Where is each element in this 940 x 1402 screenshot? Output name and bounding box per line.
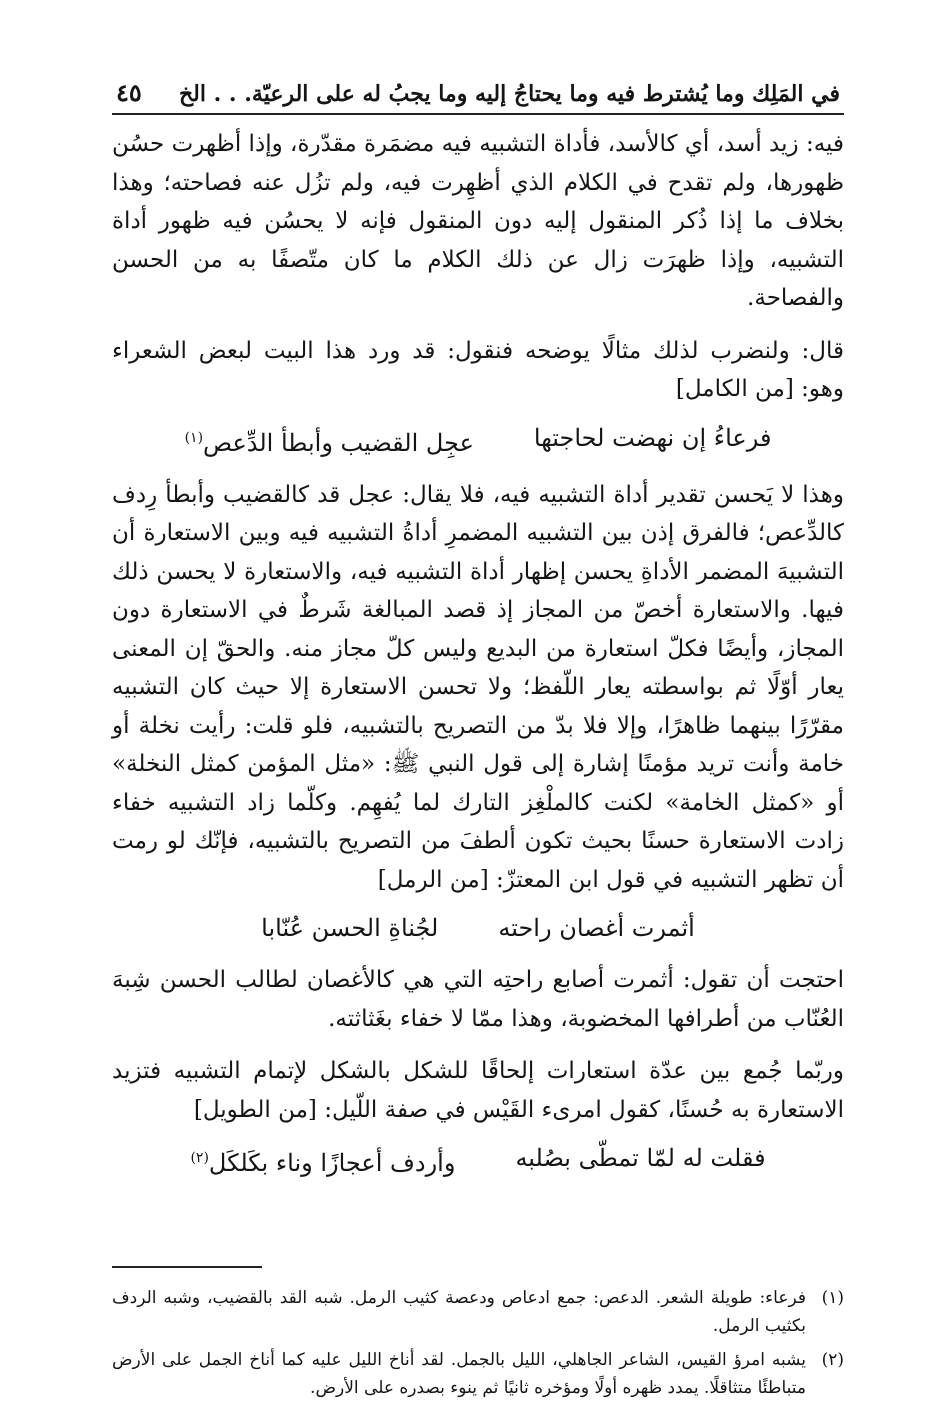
paragraph-1: فيه: زيد أسد، أي كالأسد، فأداة التشبيه فيه مضمَرة مقدّرة، وإذا أظهرت حسُن ظهورها، ولم تقدح في الكلام الذي أظهِرت فيه، ولم تزُل عنه فصاحته؛ وهذا بخلاف ما إذا ذُكر المنقول إليه دون المنقول فإنه لا يحسُن فيه ظهور أداة التشبيه، وإذا ظهرَت زال عن ذلك الكلام ما كان متّصفًا به من الحسن والفصاحة. xyxy=(112,131,844,311)
footnote-ref-2[interactable]: (٢) xyxy=(190,1150,209,1166)
verse-1 xyxy=(112,417,844,464)
footnote-2-text: يشبه امرؤ القيس، الشاعر الجاهلي، الليل بالجمل. لقد أناخ الليل عليه كما أناخ الجمل على الأرض متباطئًا متثاقلًا. يمدد ظهره أولًا ومؤخره ثانيًا ثم ينوء بصدره على الأرض. xyxy=(112,1350,806,1398)
footnote-2 xyxy=(112,1346,844,1402)
paragraph-2: قال: ولنضرب لذلك مثالًا يوضحه فنقول: قد ورد هذا البيت لبعض الشعراء وهو: [من الكامل] xyxy=(112,337,844,402)
footnote-divider xyxy=(112,1266,262,1268)
verse-1-second-hemistich xyxy=(185,417,474,464)
footnote-divider-wrap xyxy=(112,1196,844,1284)
main-text xyxy=(112,125,844,1184)
verse-2 xyxy=(112,907,844,949)
footnote-1 xyxy=(112,1284,844,1340)
verse-3-second-text: وأردف أعجازًا وناء بكَلكَل xyxy=(208,1149,456,1177)
paragraph-3: وهذا لا يَحسن تقدير أداة التشبيه فيه، فلا يقال: عجل قد كالقضيب وأبطأ رِدف كالدِّعص؛ فالفرق إذن بين التشبيه المضمرِ أداةُ التشبيه فيه وبين الاستعارة أن التشبيهَ المضمر الأداةِ يحسن إظهار أداة التشبيه فيه، والاستعارة لا يحسن ذلك فيها. والاستعارة أخصّ من المجاز إذ قصد المبالغة شَرطٌ في الاستعارة دون المجاز، وأيضًا فكلّ استعارة من البديع وليس كلّ مجاز منه. والحقّ إن المعنى يعار أوّلًا ثم بواسطته يعار اللّفظ؛ ولا تحسن الاستعارة إلا حيث كان التشبيه مقرّرًا بينهما ظاهرًا، وإلا فلا بدّ من التصريح بالتشبيه، فلو قلت: رأيت نخلة أو خامة وأنت تريد مؤمنًا إشارة إلى قول النبي ﷺ: «مثل المؤمن كمثل النخلة» أو «كمثل الخامة» لكنت كالملْغِز التارك لما يُفهِم. وكلّما زاد التشبيه خفاء زادت الاستعارة حسنًا بحيث تكون ألطفَ من التصريح بالتشبيه، فإنّك لو رمت أن تظهر التشبيه في قول ابن المعتزّ: [من الرمل] xyxy=(112,481,844,893)
paragraph-4: احتجت أن تقول: أثمرت أصابع راحتِه التي هي كالأغصان لطالب الحسن شِبهَ العُنّاب من أطرافها المخضوبة، وهذا ممّا لا خفاء بغَثاثته. xyxy=(112,967,844,1032)
footnote-1-text: فرعاء: طويلة الشعر. الدعص: جمع ادعاص ودعصة كثيب الرمل. شبه القد بالقضيب، وشبه الردف بكثيب الرمل. xyxy=(112,1288,806,1336)
verse-3 xyxy=(112,1137,844,1184)
footnote-ref-1[interactable]: (١) xyxy=(184,429,204,446)
page-number: ٤٥ xyxy=(116,78,142,107)
verse-3-second-hemistich xyxy=(190,1137,455,1184)
verse-1-second-text: عجِل القضيب وأبطأ الدِّعص xyxy=(203,428,474,457)
footnote-1-number: (١) xyxy=(821,1288,844,1308)
verse-2-second-hemistich: لجُناةِ الحسن عُنّابا xyxy=(261,914,439,942)
footnotes xyxy=(112,1284,844,1402)
footnote-2-number: (٢) xyxy=(821,1350,844,1370)
verse-1-first-hemistich: فرعاءُ إن نهضت لحاجتها xyxy=(533,423,772,452)
verse-3-first-hemistich: فقلت له لمّا تمطّى بصُلبه xyxy=(515,1144,766,1172)
verse-2-first-hemistich: أثمرت أغصان راحته xyxy=(498,914,695,942)
paragraph-5: وربّما جُمع بين عدّة استعارات إلحاقًا للشكل بالشكل لإتمام التشبيه فتزيد الاستعارة به حُسنًا، كقول امرىء القَيْس في صفة اللّيل: [من الطويل] xyxy=(112,1058,844,1123)
running-header xyxy=(112,78,844,115)
running-title: في المَلِك وما يُشترط فيه وما يحتاجُ إليه وما يجبُ له على الرعيّة. . . الخ xyxy=(178,81,840,107)
